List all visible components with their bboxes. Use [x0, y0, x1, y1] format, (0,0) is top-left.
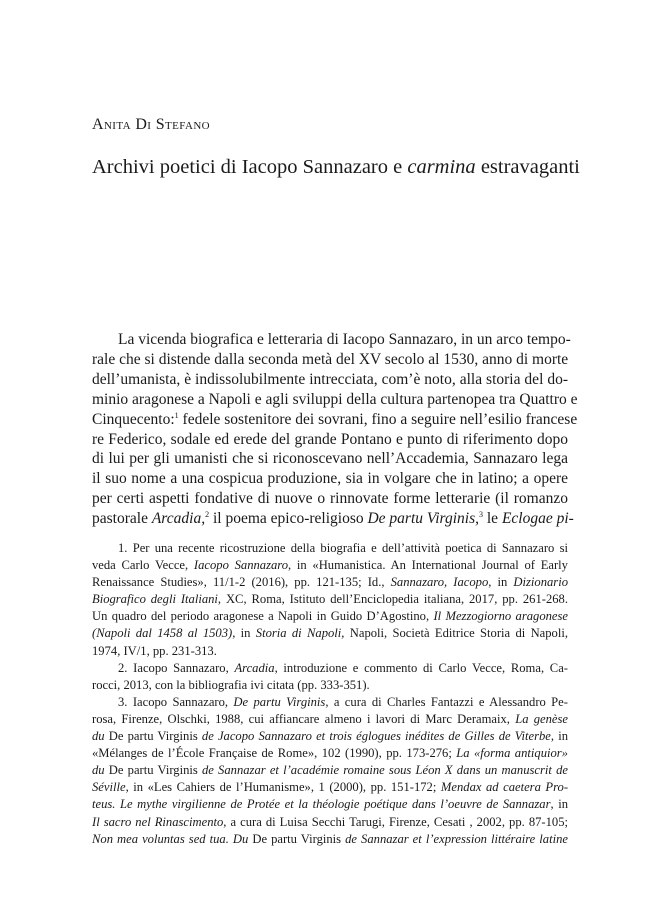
- body-paragraph: [92, 330, 578, 529]
- footnote-line: rosa, Firenze, Olschki, 1988, cui affiancare almeno i lavori di Marc Deramaix, La genèse: [92, 711, 568, 726]
- footnote-line: 1. Per una recente ricostruzione della biografia e dell’attività poetica di Sannazaro si: [118, 541, 568, 555]
- body-line: per certi aspetti fondative di nuove o rinnovate forme letterarie (il romanzo: [92, 490, 568, 508]
- footnote-line: 3. Iacopo Sannazaro, De partu Virginis, a cura di Charles Fantazzi e Alessandro Pe-: [118, 694, 568, 709]
- footnote-line: du De partu Virginis de Jacopo Sannazaro et trois églogues inédites de Gilles de Viterbe, in: [92, 729, 569, 744]
- footnote-mark: 1: [174, 410, 179, 420]
- author-name: Anita Di Stefano: [92, 116, 211, 133]
- body-line: La vicenda biografica e letteraria di Iacopo Sannazaro, in un arco tempo-: [118, 331, 571, 348]
- footnote-line: du De partu Virginis de Sannazar et l’académie romaine sous Léon X dans un manuscrit de: [92, 763, 568, 778]
- paper-title: Archivi poetici di Iacopo Sannazaro e carmina estravaganti: [92, 156, 580, 178]
- footnote-line: teus. Le mythe virgilienne de Protée et la théologie poétique dans l’oeuvre de Sannazar, in: [92, 797, 568, 812]
- footnote-line: 2. Iacopo Sannazaro, Arcadia, introduzione e commento di Carlo Vecce, Roma, Ca-: [118, 660, 568, 675]
- footnote-mark: 2: [205, 510, 210, 519]
- body-line: dell’umanista, è indissolubilmente intrecciata, com’è noto, alla storia del do-: [92, 370, 568, 388]
- footnote-line: Un quadro del periodo aragonese a Napoli in Guido D’Agostino, Il Mezzogiorno aragonese: [92, 609, 569, 624]
- footnote-line: (Napoli dal 1458 al 1503), in Storia di Napoli, Napoli, Società Editrice Storia di Napoli,: [92, 626, 568, 641]
- footnote-line: Renaissance Studies», 11/1-2 (2016), pp. 121-135; Id., Sannazaro, Iacopo, in Dizionario: [92, 575, 568, 590]
- footnote-mark: 3: [479, 510, 483, 519]
- body-line: Cinquecento:$^1$ fedele sostenitore dei sovrani, fino a seguire nell’esilio francese: [92, 410, 578, 428]
- footnote-line: Non mea voluntas sed tua. Du De partu Virginis de Sannazar et l’expression littéraire latine: [92, 831, 568, 846]
- footnote-line: Il sacro nel Rinascimento, a cura di Luisa Secchi Tarugi, Firenze, Cesati , 2002, pp. 87-105;: [92, 814, 568, 829]
- footnotes: [92, 540, 568, 848]
- body-line: il suo nome a una cospicua produzione, sia in volgare che in latino; a opere: [92, 470, 568, 488]
- footnote-line: Séville, in «Les Cahiers de l’Humanisme», 1 (2000), pp. 151-172; Mendax ad caetera Pro-: [92, 780, 569, 795]
- footnote-line: 1974, IV/1, pp. 231-313.: [92, 643, 217, 658]
- body-line: pastorale Arcadia,$^2$ il poema epico-religioso De partu Virginis,$^3$ le Eclogae pi-: [92, 510, 574, 528]
- body-line: rale che si distende dalla seconda metà del XV secolo al 1530, anno di morte: [92, 350, 569, 368]
- body-line: minio aragonese a Napoli e agli sviluppi della cultura partenopea tra Quattro e: [92, 390, 578, 408]
- footnote-line: Biografico degli Italiani, XC, Roma, Istituto dell’Enciclopedia italiana, 2017, pp. 261-268.: [92, 592, 568, 607]
- footnote-line: «Mélanges de l’École Française de Rome», 102 (1990), pp. 173-276; La «forma antiquior»: [92, 746, 568, 761]
- body-line: di lui per gli umanisti che si riconoscevano nell’Accademia, Sannazaro lega: [92, 450, 568, 468]
- body-line: re Federico, sodale ed erede del grande Pontano e punto di riferimento dopo: [92, 430, 568, 448]
- footnote-line: veda Carlo Vecce, Iacopo Sannazaro, in «Humanistica. An International Journal of Early: [92, 558, 568, 573]
- footnote-line: rocci, 2013, con la bibliografia ivi citata (pp. 333-351).: [92, 677, 370, 692]
